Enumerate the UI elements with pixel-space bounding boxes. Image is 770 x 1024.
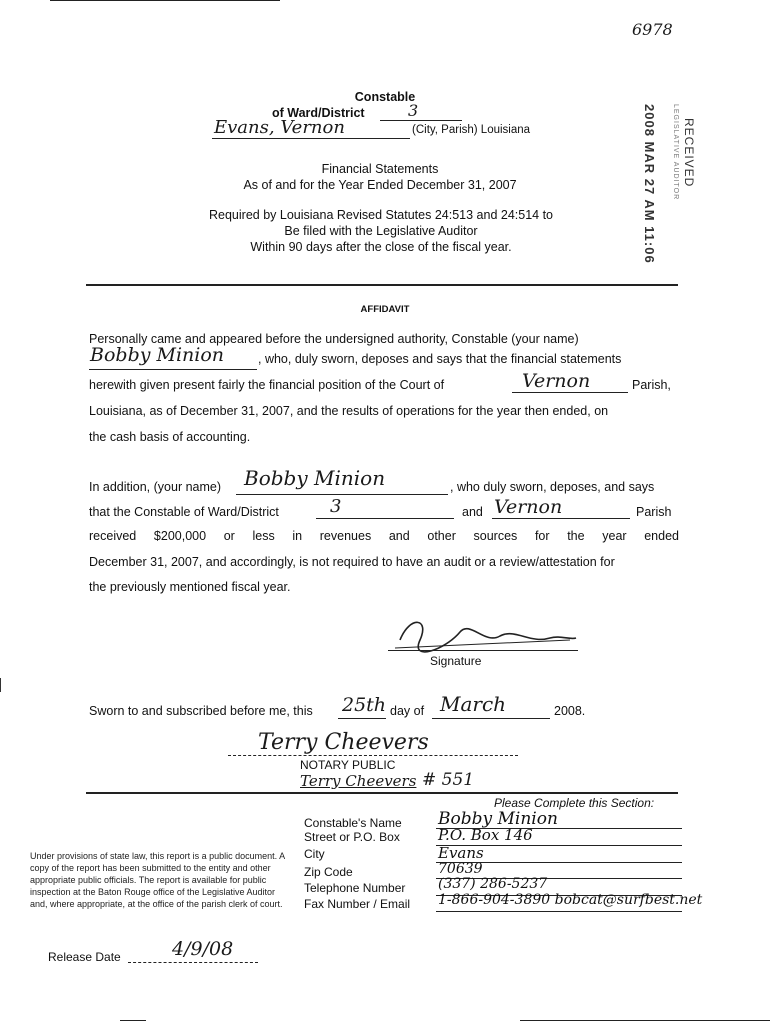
sworn-text-b: day of [390, 704, 425, 718]
section-label-name: Constable's Name [304, 816, 402, 830]
affidavit-p1-a: Personally came and appeared before the undersigned authority, Constable (your name) [89, 332, 579, 346]
affidavit-heading: AFFIDAVIT [360, 304, 410, 315]
sworn-day: 25th [342, 694, 387, 716]
affidavit-parish-1: Vernon [522, 370, 591, 392]
ward-label: of Ward/District [272, 106, 365, 120]
affidavit-and: and [462, 505, 483, 519]
release-value: 4/9/08 [172, 938, 234, 960]
affidavit-p2-e: received $200,000 or less in revenues and other sources for the year ended [89, 529, 679, 543]
fs-line1: Financial Statements [321, 162, 439, 176]
notary-name: Terry Cheevers [300, 772, 417, 790]
city-value-field: Evans [438, 844, 484, 862]
affidavit-p1-f: the cash basis of accounting. [89, 430, 251, 444]
notary-number: # 551 [422, 770, 475, 790]
affidavit-p2-f: December 31, 2007, and accordingly, is not required to have an audit or a review/attestation for [89, 555, 615, 569]
sworn-text-a: Sworn to and subscribed before me, this [89, 704, 313, 718]
sworn-month: March [440, 692, 507, 716]
section-label-phone: Telephone Number [304, 881, 406, 895]
req-line2: Be filed with the Legislative Auditor [284, 224, 478, 238]
public-report-notice: Under provisions of state law, this report is a public document. A copy of the report has been submitted to the entity and other appropriate public officials. The report is available for public inspection at the Baton Rouge office of the Legislative Auditor and, where appropriate, at the office of the parish clerk of court. [30, 851, 285, 909]
affidavit-p2-d: Parish [636, 505, 672, 519]
affidavit-name-2: Bobby Minion [244, 466, 386, 490]
affidavit-p2-b: , who duly sworn, deposes, and says [450, 480, 655, 494]
affidavit-p2-a: In addition, (your name) [89, 480, 222, 494]
section-label-city: City [304, 847, 325, 861]
affidavit-p1-b: , who, duly sworn, deposes and says that the financial statements [258, 352, 622, 366]
affidavit-p2-g: the previously mentioned fiscal year. [89, 580, 291, 594]
req-line1: Required by Louisiana Revised Statutes 24:513 and 24:514 to [209, 208, 553, 222]
fax-email-value: 1-866-904-3890 bobcat@surfbest.net [438, 892, 703, 908]
phone-value: (337) 286-5237 [438, 876, 548, 892]
affidavit-parish-2: Vernon [494, 496, 563, 518]
req-line3: Within 90 days after the close of the fiscal year. [250, 240, 512, 254]
release-label: Release Date [48, 950, 121, 964]
section-label-fax-email: Fax Number / Email [304, 897, 411, 911]
affidavit-p2-c: that the Constable of Ward/District [89, 505, 279, 519]
signature-label: Signature [430, 654, 482, 668]
stamp-date: 2008 MAR 27 AM 11:06 [642, 104, 657, 264]
fs-line2: As of and for the Year Ended December 31, 2007 [243, 178, 517, 192]
sworn-divider [86, 792, 678, 794]
zip-value: 70639 [438, 861, 483, 877]
stamp-auditor: LEGISLATIVE AUDITOR [672, 104, 679, 201]
notary-signature: Terry Cheevers [258, 730, 429, 755]
affidavit-name-1: Bobby Minion [90, 344, 225, 366]
stamp-received: RECEIVED [682, 118, 696, 188]
affidavit-p1-c: herewith given present fairly the financial position of the Court of [89, 378, 445, 392]
ward-value: 3 [408, 101, 419, 120]
street-value: P.O. Box 146 [438, 826, 533, 844]
affidavit-p1-d: Parish, [632, 378, 671, 392]
affidavit-ward-2: 3 [330, 496, 342, 517]
top-note: 6978 [632, 20, 673, 39]
header-divider [86, 284, 678, 286]
city-value: Evans, Vernon [214, 117, 345, 138]
notary-label: NOTARY PUBLIC [300, 758, 396, 772]
header-title: Constable [354, 90, 416, 104]
section-label-street: Street or P.O. Box [304, 830, 400, 844]
top-rule [50, 0, 280, 1]
section-heading: Please Complete this Section: [494, 796, 655, 810]
city-label: (City, Parish) Louisiana [412, 124, 531, 136]
constable-name-value: Bobby Minion [438, 809, 558, 829]
section-label-zip: Zip Code [304, 865, 353, 879]
sworn-year: 2008. [554, 704, 586, 718]
affidavit-p1-e: Louisiana, as of December 31, 2007, and the results of operations for the year then ended, on [89, 404, 609, 418]
